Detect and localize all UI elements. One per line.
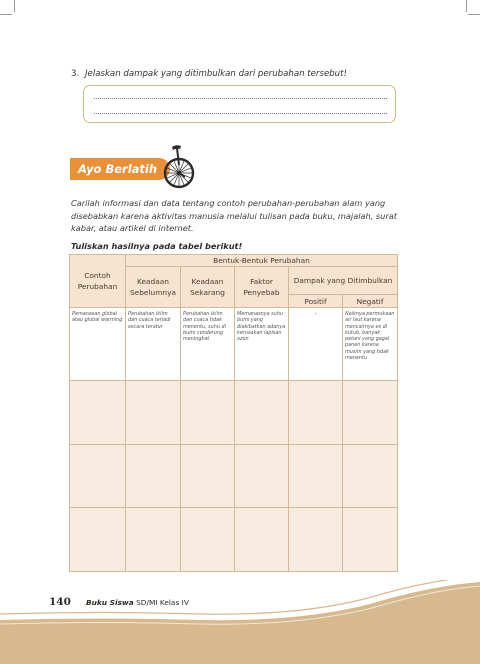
section-badge: Ayo Berlatih	[70, 158, 170, 180]
footer-book-bold: Buku Siswa	[86, 598, 134, 607]
instruction-paragraph: Carilah informasi dan data tentang contoh perubahan-perubahan alam yang disebabkan karena aktivitas manusia melalui tulisan pada buku, majalah, surat kabar, atau artikel di internet.	[71, 198, 397, 234]
header-dampak: Dampak yang Ditimbulkan	[289, 267, 398, 295]
empty-cell[interactable]	[70, 508, 126, 572]
crop-mark	[468, 14, 480, 15]
header-negatif: Negatif	[343, 295, 398, 308]
crop-mark	[14, 0, 15, 12]
empty-cell[interactable]	[289, 508, 343, 572]
footer-book-rest: SD/MI Kelas IV	[133, 598, 189, 607]
table-row-blank	[70, 508, 398, 572]
empty-cell[interactable]	[181, 508, 235, 572]
answer-line	[94, 98, 387, 99]
empty-cell[interactable]	[343, 508, 398, 572]
empty-cell[interactable]	[70, 445, 126, 508]
header-faktor: Faktor Penyebab	[235, 267, 289, 308]
empty-cell[interactable]	[70, 381, 126, 445]
table-row-blank	[70, 381, 398, 445]
empty-cell[interactable]	[181, 381, 235, 445]
cell-sekarang: Perubahan iklim dan cuaca tidak menentu, suhu di bumi cenderung meningkat	[181, 308, 235, 381]
empty-cell[interactable]	[343, 445, 398, 508]
empty-cell[interactable]	[126, 445, 181, 508]
empty-cell[interactable]	[289, 381, 343, 445]
question-3	[71, 69, 347, 79]
cell-sebelumnya: Perubahan iklim dan cuaca terjadi secara teratur	[126, 308, 181, 381]
header-group: Bentuk-Bentuk Perubahan	[126, 255, 398, 267]
empty-cell[interactable]	[126, 381, 181, 445]
empty-cell[interactable]	[126, 508, 181, 572]
crop-mark	[0, 14, 12, 15]
empty-cell[interactable]	[181, 445, 235, 508]
page-number: 140	[49, 596, 71, 608]
footer-wave-band	[0, 580, 480, 664]
empty-cell[interactable]	[235, 381, 289, 445]
cell-positif: -	[289, 308, 343, 381]
answer-box[interactable]	[83, 85, 396, 123]
table-row-blank	[70, 445, 398, 508]
answer-line	[94, 113, 387, 114]
empty-cell[interactable]	[343, 381, 398, 445]
cell-contoh: Pemanasan global atau global warming	[70, 308, 126, 381]
table-instruction: Tuliskan hasilnya pada tabel berikut!	[71, 241, 243, 251]
empty-cell[interactable]	[289, 445, 343, 508]
header-sekarang: Keadaan Sekarang	[181, 267, 235, 308]
header-contoh: Contoh Perubahan	[70, 255, 126, 308]
table-row-example	[70, 308, 398, 381]
crop-mark	[466, 0, 467, 12]
cell-faktor: Memanasnya suhu bumi yang diakibatkan adanya kerusakan lapisan ozon	[235, 308, 289, 381]
header-positif: Positif	[289, 295, 343, 308]
question-number: 3.	[71, 69, 80, 79]
header-sebelumnya: Keadaan Sebelumnya	[126, 267, 181, 308]
empty-cell[interactable]	[235, 508, 289, 572]
footer-title	[86, 598, 189, 607]
unicycle-icon	[158, 143, 200, 189]
question-text: Jelaskan dampak yang ditimbulkan dari perubahan tersebut!	[85, 69, 347, 79]
data-table	[69, 254, 398, 572]
empty-cell[interactable]	[235, 445, 289, 508]
cell-negatif: Naiknya permukaan air laut karena mencairnya es di kutub, banyak petani yang gagal panen karena musim yang tidak menentu	[343, 308, 398, 381]
